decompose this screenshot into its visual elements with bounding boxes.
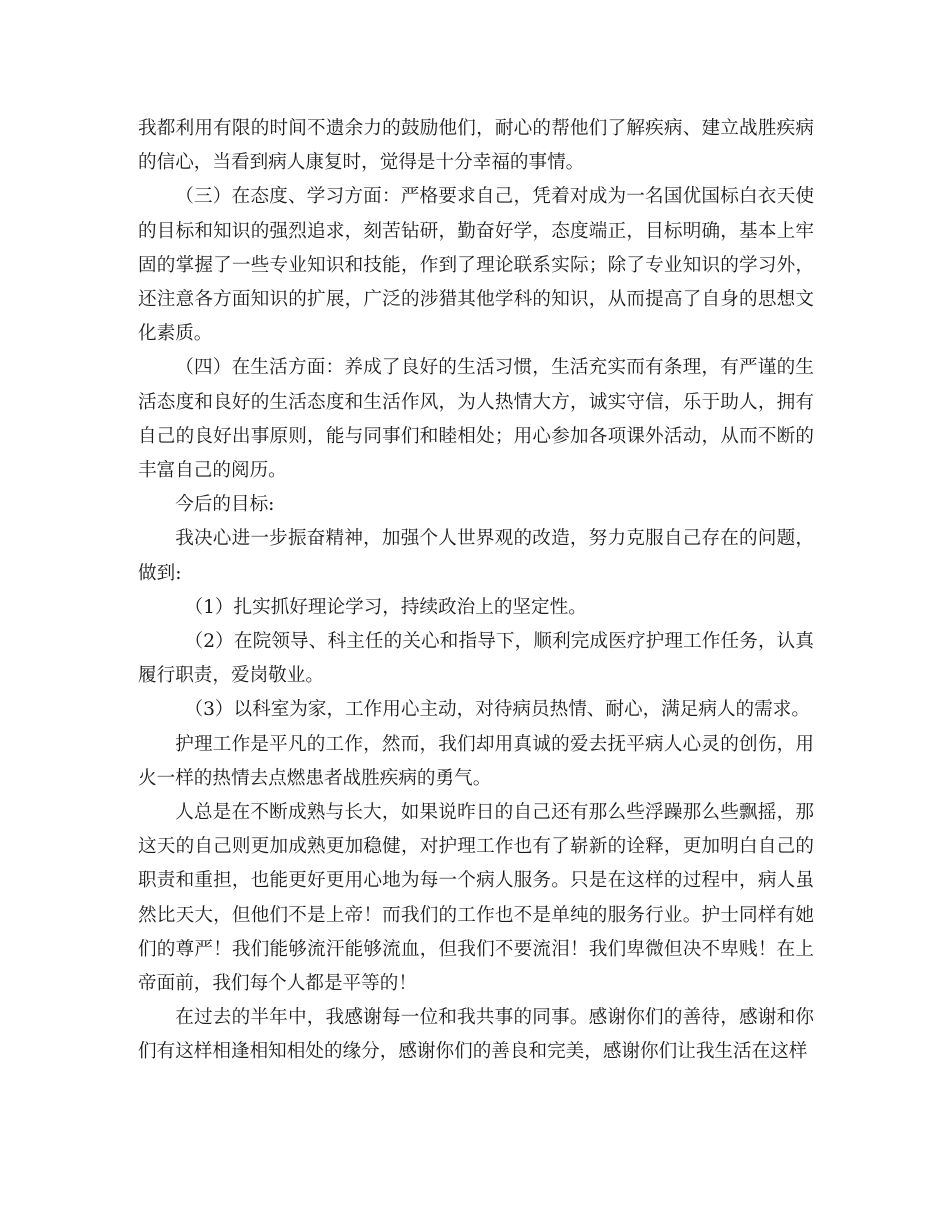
- document-body: [138, 112, 814, 1070]
- section-heading-future-goals: 今后的目标:: [175, 494, 275, 516]
- paragraph-life: （四）在生活方面：养成了良好的生活习惯，生活充实而有条理，有严谨的生活态度和良好的生活态度和生活作风，为人热情大方，诚实守信，乐于助人，拥有自己的良好出事原则，能与同事们和睦相处；用心参加各项课外活动，从而不断的丰富自己的阅历。: [138, 357, 814, 482]
- goal-item-3: （3）以科室为家，工作用心主动，对待病员热情、耐心，满足病人的需求。: [184, 699, 810, 721]
- paragraph-encouragement: 我都利用有限的时间不遗余力的鼓励他们，耐心的帮他们了解疾病、建立战胜疾病的信心，当看到病人康复时，觉得是十分幸福的事情。: [138, 118, 814, 174]
- paragraph-resolution: 我决心进一步振奋精神，加强个人世界观的改造，努力克服自己存在的问题，做到:: [138, 528, 814, 584]
- paragraph-attitude-study: （三）在态度、学习方面：严格要求自己，凭着对成为一名国优国标白衣天使的目标和知识的强烈追求，刻苦钻研，勤奋好学，态度端正，目标明确，基本上牢固的掌握了一些专业知识和技能，作到了理论联系实际；除了专业知识的学习外，还注意各方面知识的扩展，广泛的涉猎其他学科的知识，从而提高了自身的思想文化素质。: [138, 186, 814, 345]
- paragraph-nursing-work: 护理工作是平凡的工作，然而，我们却用真诚的爱去抚平病人心灵的创伤，用火一样的热情去点燃患者战胜疾病的勇气。: [138, 733, 814, 789]
- paragraph-thanks: 在过去的半年中，我感谢每一位和我共事的同事。感谢你们的善待，感谢和你们有这样相逢相知相处的缘分，感谢你们的善良和完美，感谢你们让我生活在这样: [138, 1007, 814, 1063]
- goal-item-1: （1）扎实抓好理论学习，持续政治上的坚定性。: [184, 596, 587, 618]
- goal-item-2: （2）在院领导、科主任的关心和指导下，顺利完成医疗护理工作任务，认真履行职责，爱岗敬业。: [138, 631, 814, 687]
- paragraph-growth: 人总是在不断成熟与长大，如果说昨日的自己还有那么些浮躁那么些飘摇，那这天的自己则更加成熟更加稳健，对护理工作也有了崭新的诠释，更加明白自己的职责和重担，也能更好更用心地为每一个病人服务。只是在这样的过程中，病人虽然比天大，但他们不是上帝！而我们的工作也不是单纯的服务行业。护士同样有她们的尊严！我们能够流汗能够流血，但我们不要流泪！我们卑微但决不卑贱！在上帝面前，我们每个人都是平等的！: [138, 802, 814, 995]
